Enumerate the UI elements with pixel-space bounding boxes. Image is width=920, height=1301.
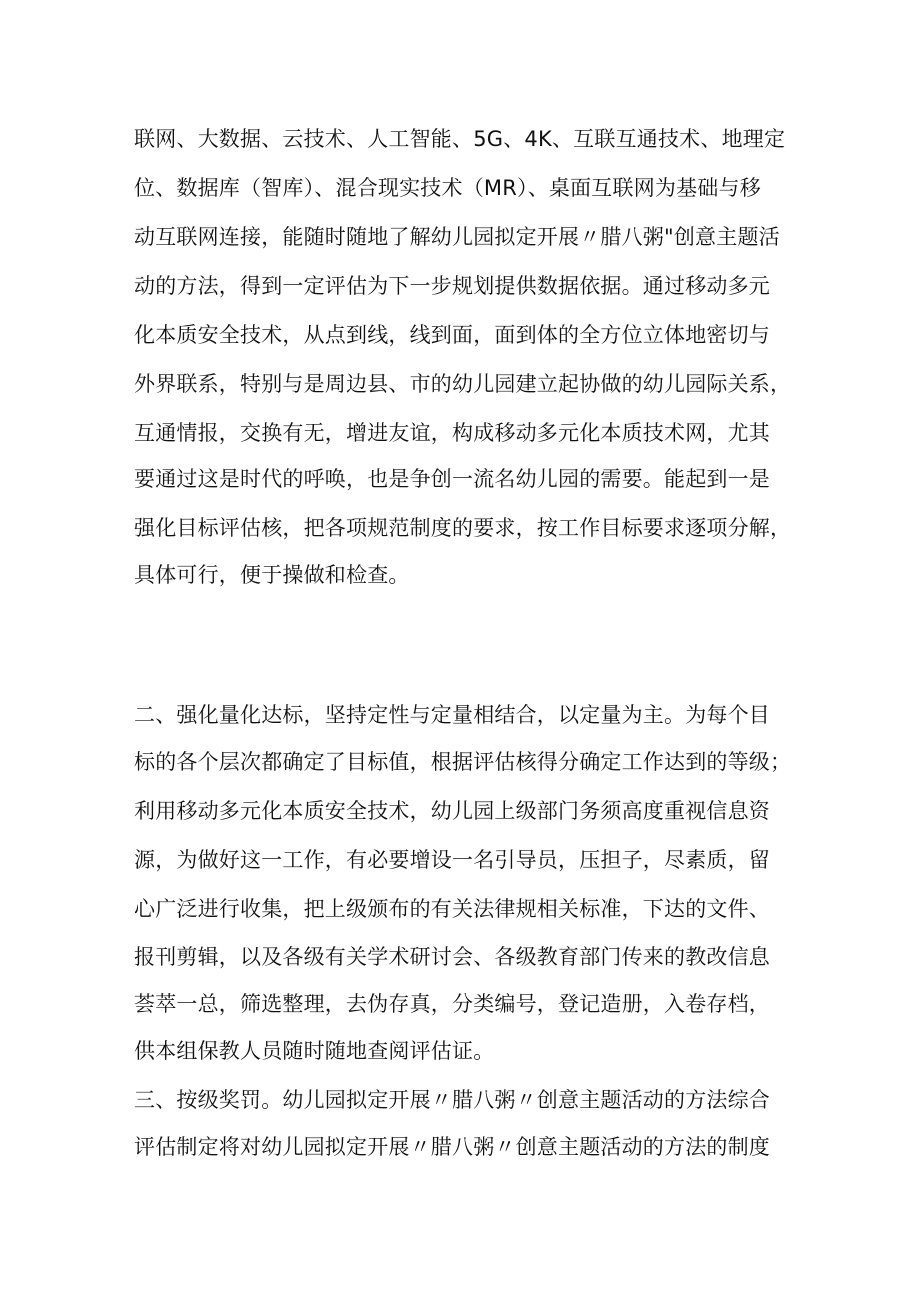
- paragraph-line: 荟萃一总，筛选整理，去伪存真，分类编号，登记造册，入卷存档，: [134, 992, 770, 1016]
- paragraph-line: 动互联网连接，能随时随地了解幼儿园拟定开展〃腊八粥"创意主题活: [134, 225, 780, 249]
- paragraph-line: 供本组保教人员随时随地查阅评估证。: [134, 1039, 495, 1063]
- paragraph-line: 化本质安全技术，从点到线，线到面，面到体的全方位立体地密切与: [134, 323, 770, 347]
- paragraph-line: 标的各个层次都确定了目标值，根据评估核得分确定工作达到的等级；: [134, 750, 792, 774]
- paragraph-line: 源，为做好这一工作，有必要增设一名引导员，压担子，尽素质，留: [134, 848, 770, 872]
- paragraph-line: 心广泛进行收集，把上级颁布的有关法律规相关标准，下达的文件、: [134, 897, 770, 921]
- paragraph-line: 二、强化量化达标，坚持定性与定量相结合，以定量为主。为每个目: [134, 703, 770, 727]
- paragraph-line: 评估制定将对幼儿园拟定开展〃腊八粥〃创意主题活动的方法的制度: [134, 1135, 770, 1159]
- paragraph-line: 位、数据库（智库）、混合现实技术（MR）、桌面互联网为基础与移: [134, 176, 761, 200]
- paragraph-line: 联网、大数据、云技术、人工智能、5G、4K、互联互通技术、地理定: [134, 127, 786, 151]
- paragraph-line: 三、按级奖罚。幼儿园拟定开展〃腊八粥〃创意主题活动的方法综合: [134, 1088, 770, 1112]
- paragraph-line: 报刊剪辑，以及各级有关学术研讨会、各级教育部门传来的教改信息: [134, 945, 770, 969]
- paragraph-line: 强化目标评估核，把各项规范制度的要求，按工作目标要求逐项分解，: [134, 516, 792, 540]
- paragraph-line: 外界联系，特别与是周边县、市的幼儿园建立起协做的幼儿园际关系，: [134, 372, 792, 396]
- paragraph-line: 动的方法，得到一定评估为下一步规划提供数据依据。通过移动多元: [134, 274, 770, 298]
- paragraph-line: 要通过这是时代的呼唤，也是争创一流名幼儿园的需要。能起到一是: [134, 467, 770, 491]
- paragraph-line: 互通情报，交换有无，增进友谊，构成移动多元化本质技术网，尤其: [134, 421, 770, 445]
- paragraph-line: 具体可行，便于操做和检查。: [134, 563, 410, 587]
- paragraph-line: 利用移动多元化本质安全技术，幼儿园上级部门务须高度重视信息资: [134, 799, 770, 823]
